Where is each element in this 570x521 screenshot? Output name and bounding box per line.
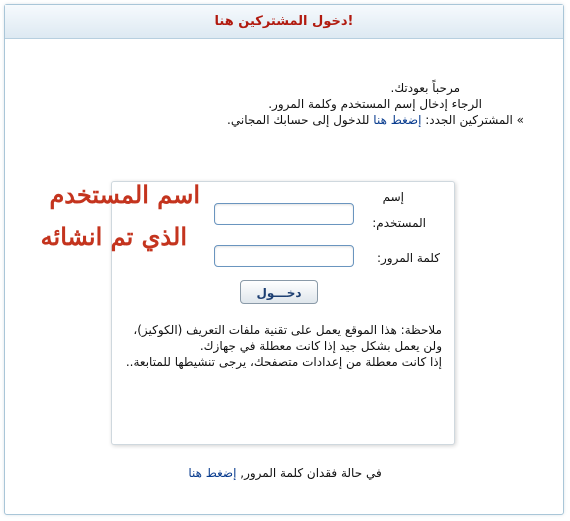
new-members-line (227, 112, 524, 128)
register-link[interactable]: إضغط هنا (373, 113, 422, 127)
login-form (111, 181, 455, 445)
welcome-message (227, 80, 524, 128)
new-members-suffix: للدخول إلى حسابك المجاني. (227, 113, 370, 127)
username-label-1: إسم (382, 190, 404, 204)
password-label: كلمة المرور: (376, 251, 440, 265)
panel-header (5, 5, 563, 39)
panel-title: دخول المشتركين هنا! (214, 14, 354, 29)
annotation-line-1: اسم المستخدم (49, 180, 200, 209)
username-input[interactable] (214, 203, 354, 225)
cookies-enable-text: إذا كانت معطلة من إعدادات متصفحك، يرجى تنشيطها للمتابعة.. (125, 355, 442, 369)
annotation-line-2: الذي تم انشائه (40, 222, 187, 251)
forgot-password-line (0, 466, 570, 480)
instructions-line: الرجاء إدخال إسم المستخدم وكلمة المرور. (268, 97, 482, 111)
login-button[interactable]: دخـــول (240, 280, 318, 304)
welcome-line: مرحباً بعودتك. (390, 81, 460, 95)
new-members-prefix: » المشتركين الجدد: (425, 113, 524, 127)
forgot-password-text: في حالة فقدان كلمة المرور, (240, 466, 382, 480)
cookies-note-text: ملاحظة: هذا الموقع يعمل على تقنية ملفات التعريف (الكوكيز)، ولن يعمل بشكل جيد إذا كانت معطلة في جهازك. (133, 323, 442, 353)
username-label-2: المستخدم: (372, 216, 426, 230)
cookies-note (124, 322, 442, 370)
forgot-password-link[interactable]: إضغط هنا (188, 466, 237, 480)
password-input[interactable] (214, 245, 354, 267)
